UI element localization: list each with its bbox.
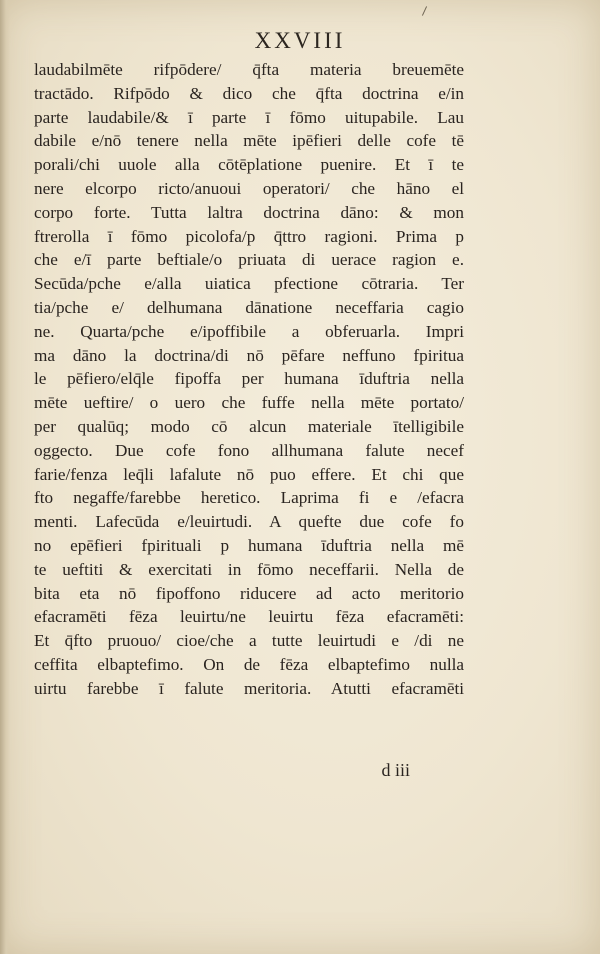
text-line: oggecto. Due cofe fono allhumana falute necef	[34, 440, 464, 460]
text-line: Et q̄fto pruouo/ cioe/che a tutte leuirtudi e /di ne	[34, 631, 464, 651]
text-line: nere elcorpo ricto/anuoui operatori/ che hāno el	[34, 178, 464, 198]
text-line: porali/chi uuole alla cōtēplatione puenire. Et ī te	[34, 155, 464, 175]
text-line: ceffita elbaptefimo. On de fēza elbaptefimo nulla	[34, 654, 464, 674]
text-line: fto negaffe/farebbe heretico. Laprima fi e /efacra	[34, 488, 464, 508]
text-line: farie/fenza leq̄li lafalute nō puo effere. Et chi que	[34, 464, 464, 484]
text-line: corpo forte. Tutta laltra doctrina dāno: & mon	[34, 202, 464, 222]
text-line: menti. Lafecūda e/leuirtudi. A quefte due cofe fo	[34, 512, 464, 532]
signature-mark: d iii	[381, 760, 410, 780]
text-line: parte laudabile/& ī parte ī fōmo uitupabile. Lau	[34, 107, 464, 127]
page-gutter	[0, 0, 10, 954]
text-line: tractādo. Rifpōdo & dico che q̄fta doctrina e/in	[34, 83, 464, 103]
text-line: efacramēti fēza leuirtu/ne leuirtu fēza efacramēti:	[34, 607, 464, 627]
text-line: ftrerolla ī fōmo picolofa/p q̄ttro ragioni. Prima p	[34, 226, 464, 246]
text-line: uirtu farebbe ī falute meritoria. Atutti efacramēti	[34, 678, 464, 698]
signature-mark-container	[0, 760, 600, 781]
text-line: dabile e/nō tenere nella mēte ipēfieri delle cofe tē	[34, 131, 464, 151]
text-line: te ueftiti & exercitati in fōmo neceffarii. Nella de	[34, 559, 464, 579]
text-line: per qualūq; modo cō alcun materiale ītelligibile	[34, 416, 464, 436]
text-line: Secūda/pche e/alla uiatica pfectione cōtraria. Ter	[34, 274, 464, 294]
text-line: no epēfieri fpirituali p humana īduftria nella mē	[34, 535, 464, 555]
text-line: ne. Quarta/pche e/ipoffibile a obferuarla. Impri	[34, 321, 464, 341]
text-line: che e/ī parte beftiale/o priuata di uerace ragion e.	[34, 250, 464, 270]
text-line: mēte ueftire/ o uero che fuffe nella mēte portato/	[34, 393, 464, 413]
text-line: le pēfiero/elq̄le fipoffa per humana īduftria nella	[34, 369, 464, 389]
ink-mark	[422, 6, 427, 15]
text-line: laudabilmēte rifpōdere/ q̄fta materia breuemēte	[34, 60, 464, 79]
text-line: tia/pche e/ delhumana dānatione neceffaria cagio	[34, 297, 464, 317]
folio-number: XXVIII	[254, 28, 346, 53]
text-line: bita eta nō fipoffono riducere ad acto meritorio	[34, 583, 464, 603]
text-line: ma dāno la doctrina/di nō pēfare neffuno fpiritua	[34, 345, 464, 365]
text-block	[34, 58, 464, 701]
